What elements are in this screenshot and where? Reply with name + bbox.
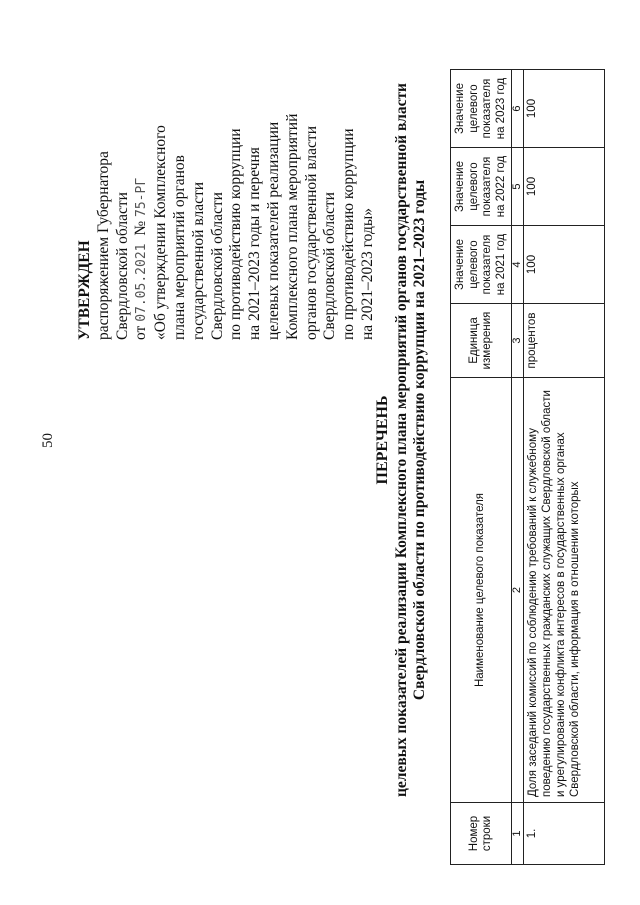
approval-body-line: плана мероприятий органов	[170, 155, 188, 340]
approval-date: 07.05.2021	[134, 243, 150, 322]
document-title	[374, 0, 430, 880]
approval-date-line	[132, 10, 152, 340]
column-number-row	[512, 70, 524, 865]
column-number: 1	[512, 803, 524, 865]
header-indicator-name: Наименование целевого показателя	[451, 378, 512, 803]
approval-body-line: Комплексного плана мероприятий	[283, 113, 301, 340]
header-value-2023: Значение целевого показателя на 2023 год	[451, 70, 512, 148]
approval-body-line: государственной власти	[189, 181, 207, 340]
column-number: 6	[512, 70, 524, 148]
approval-block	[76, 10, 378, 340]
approval-body-line: органов государственной власти	[302, 126, 320, 340]
column-number: 5	[512, 148, 524, 226]
value-2023: 100	[524, 70, 605, 148]
approval-body-line: Свердловской области	[321, 192, 339, 340]
unit: процентов	[524, 304, 605, 378]
approval-heading: УТВЕРЖДЕН	[76, 240, 93, 340]
approval-body-line: на 2021–2023 годы и перечня	[246, 147, 264, 340]
row-number: 1.	[524, 803, 605, 865]
header-value-2021: Значение целевого показателя на 2021 год	[451, 226, 512, 304]
title-line: целевых показателей реализации Комплексного плана мероприятий органов государственной власти	[392, 83, 410, 798]
column-number: 3	[512, 304, 524, 378]
date-prefix: от	[132, 325, 150, 340]
value-2022: 100	[524, 148, 605, 226]
number-label: №	[132, 220, 150, 236]
approval-body-line: Свердловской области	[208, 192, 226, 340]
approval-body-line: по противодействию коррупции	[340, 128, 358, 340]
approval-line: распоряжением Губернатора	[94, 151, 112, 340]
approval-number: 75-РГ	[134, 177, 150, 217]
approval-body-line: на 2021–2023 годы»	[358, 208, 376, 340]
approval-body-line: по противодействию коррупции	[227, 128, 245, 340]
title-heading: ПЕРЕЧЕНЬ	[374, 395, 391, 485]
header-row-number: Номер строки	[451, 803, 512, 865]
header-unit: Единица измерения	[451, 304, 512, 378]
value-2021: 100	[524, 226, 605, 304]
column-number: 2	[512, 378, 524, 803]
table-header-row	[451, 70, 512, 865]
approval-line: Свердловской области	[113, 192, 131, 340]
header-value-2022: Значение целевого показателя на 2022 год	[451, 148, 512, 226]
approval-body-line: «Об утверждении Комплексного	[152, 125, 170, 340]
indicators-table	[450, 70, 626, 865]
page-number: 50	[40, 433, 56, 448]
indicator-name: Доля заседаний комиссий по соблюдению требований к служебному поведению государственных гражданских служащих Свердловской области и урегулированию конфликта интересов в государственных органах Свердловской области, информация в отношении которых	[524, 378, 605, 803]
column-number: 4	[512, 226, 524, 304]
title-line: Свердловской области по противодействию коррупции на 2021–2023 годы	[411, 179, 428, 701]
approval-body-line: целевых показателей реализации	[264, 121, 282, 340]
table-row	[524, 70, 605, 865]
